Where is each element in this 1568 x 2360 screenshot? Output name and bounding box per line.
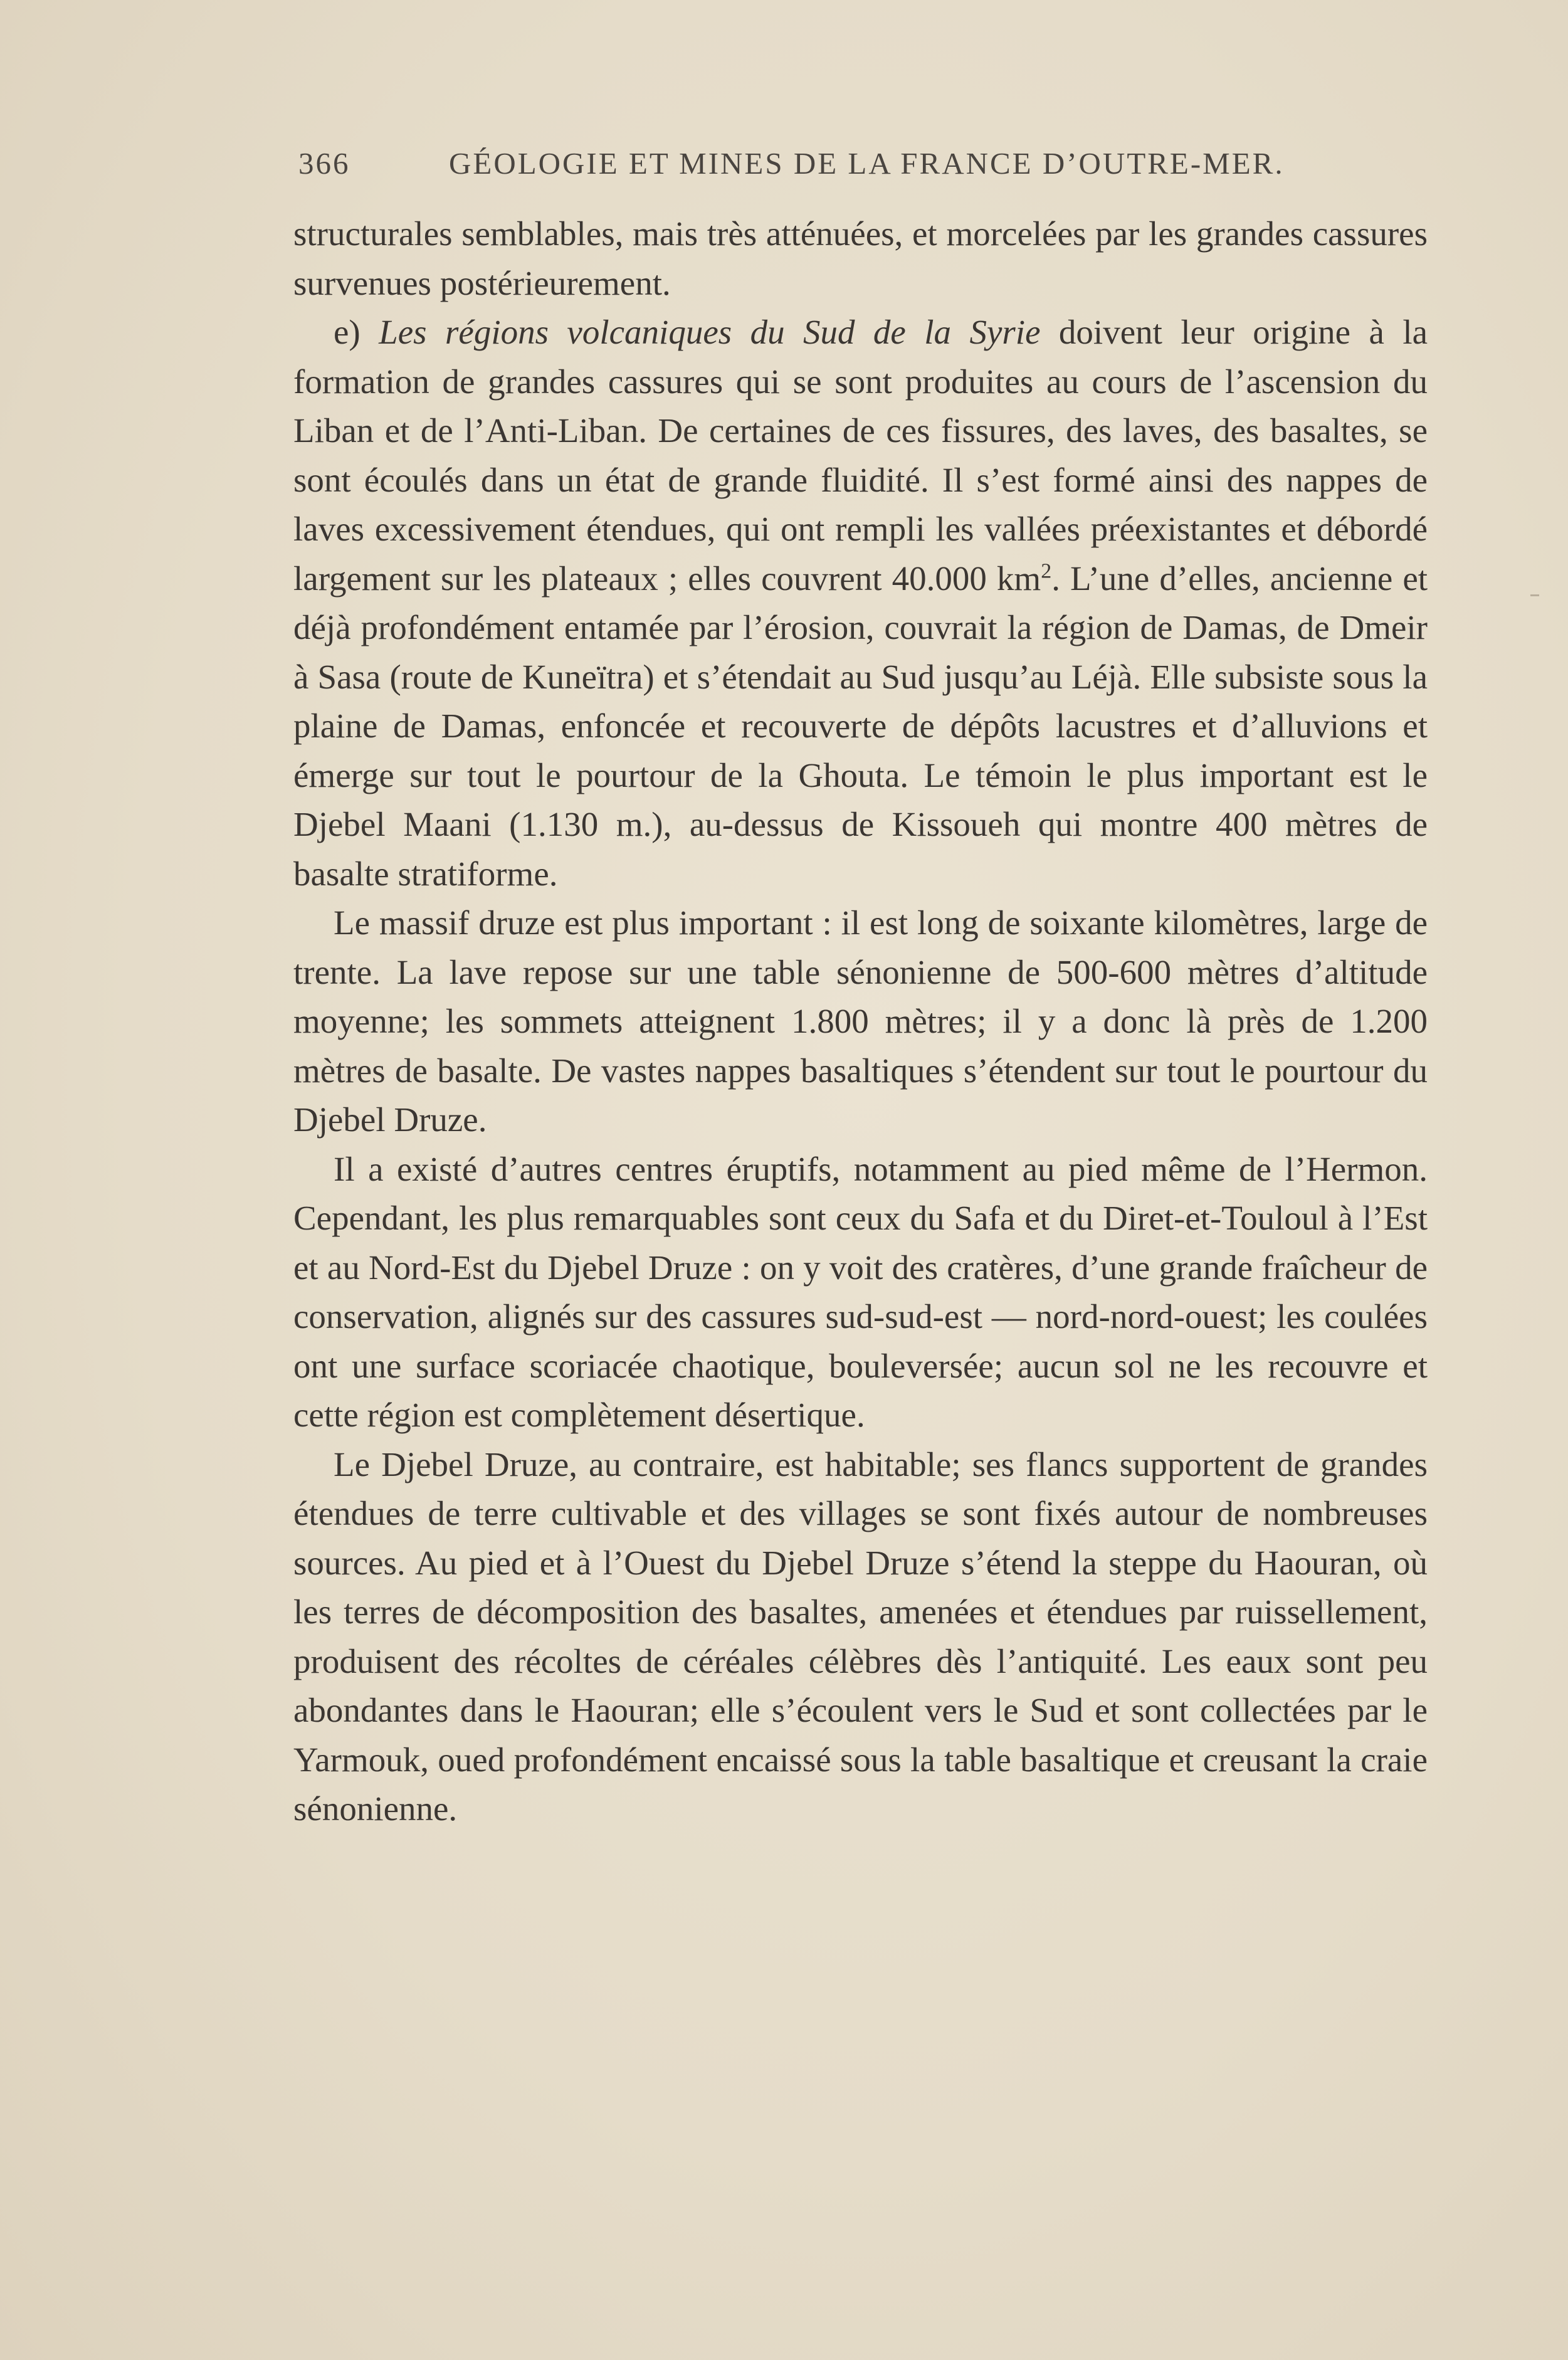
page-header (298, 145, 1285, 189)
body-text (293, 209, 1428, 1834)
paragraph-4: Il a existé d’autres centres éruptifs, notamment au pied même de l’Hermon. Cependant, les plus remarquables sont ceux du Safa et du Diret-et-Touloul à l’Est et au Nord-Est du Djebel Druze : on y voit des cratères, d’une grande fraîcheur de conservation, alignés sur des cassures sud-sud-est — nord-nord-ouest; les coulées ont une surface scoriacée chaotique, bouleversée; aucun sol ne les recouvre et cette région est complètement désertique. (293, 1149, 1428, 1434)
paragraph-3: Le massif druze est plus important : il est long de soixante kilomètres, large de trente. La lave repose sur une table sénonienne de 500-600 mètres d’altitude moyenne; les sommets atteignent 1.800 mètres; il y a donc là près de 1.200 mètres de basalte. De vastes nappes basaltiques s’étendent sur tout le pourtour du Djebel Druze. (293, 903, 1428, 1139)
paragraph-2 (293, 308, 1428, 898)
paragraph-2-text-b: . L’une d’elles, ancienne et déjà profondément entamée par l’érosion, couvrait la région de Damas, de Dmeir à Sasa (route de Kuneïtra) et s’étendait au Sud jusqu’au Léjà. Elle subsiste sous la plaine de Damas, enfoncée et recouverte de dépôts lacustres et d’alluvions et émerge sur tout le pourtour de la Ghouta. Le témoin le plus important est le Djebel Maani (1.130 m.), au-dessus de Kissoueh qui montre 400 mètres de basalte stratiforme. (293, 559, 1428, 893)
running-title: GÉOLOGIE ET MINES DE LA FRANCE D’OUTRE-MER. (449, 146, 1285, 181)
margin-mark (1530, 594, 1539, 596)
superscript: 2 (1041, 559, 1052, 583)
paragraph-1: structurales semblables, mais très atténuées, et morcelées par les grandes cassures survenues postérieurement. (293, 214, 1428, 302)
paragraph-2-text-a: doivent leur origine à la formation de grandes cassures qui se sont produites au cours de l’ascension du Liban et de l’Anti-Liban. De certaines de ces fissures, des laves, des basaltes, se sont écoulés dans un état de grande fluidité. Il s’est formé ainsi des nappes de laves excessivement étendues, qui ont rempli les vallées préexistantes et débordé largement sur les plateaux ; elles couvrent 40.000 km (293, 313, 1428, 598)
page-number: 366 (298, 146, 350, 181)
section-label: e) (334, 313, 360, 351)
section-heading: Les régions volcaniques du Sud de la Syrie (379, 313, 1041, 351)
paragraph-5: Le Djebel Druze, au contraire, est habitable; ses flancs supportent de grandes étendues de terre cultivable et des villages se sont fixés autour de nombreuses sources. Au pied et à l’Ouest du Djebel Druze s’étend la steppe du Haouran, où les terres de décomposition des basaltes, amenées et étendues par ruissellement, produisent des récoltes de céréales célèbres dès l’antiquité. Les eaux sont peu abondantes dans le Haouran; elle s’écoulent vers le Sud et sont collectées par le Yarmouk, oued profondément encaissé sous la table basaltique et creusant la craie sénonienne. (293, 1445, 1428, 1828)
